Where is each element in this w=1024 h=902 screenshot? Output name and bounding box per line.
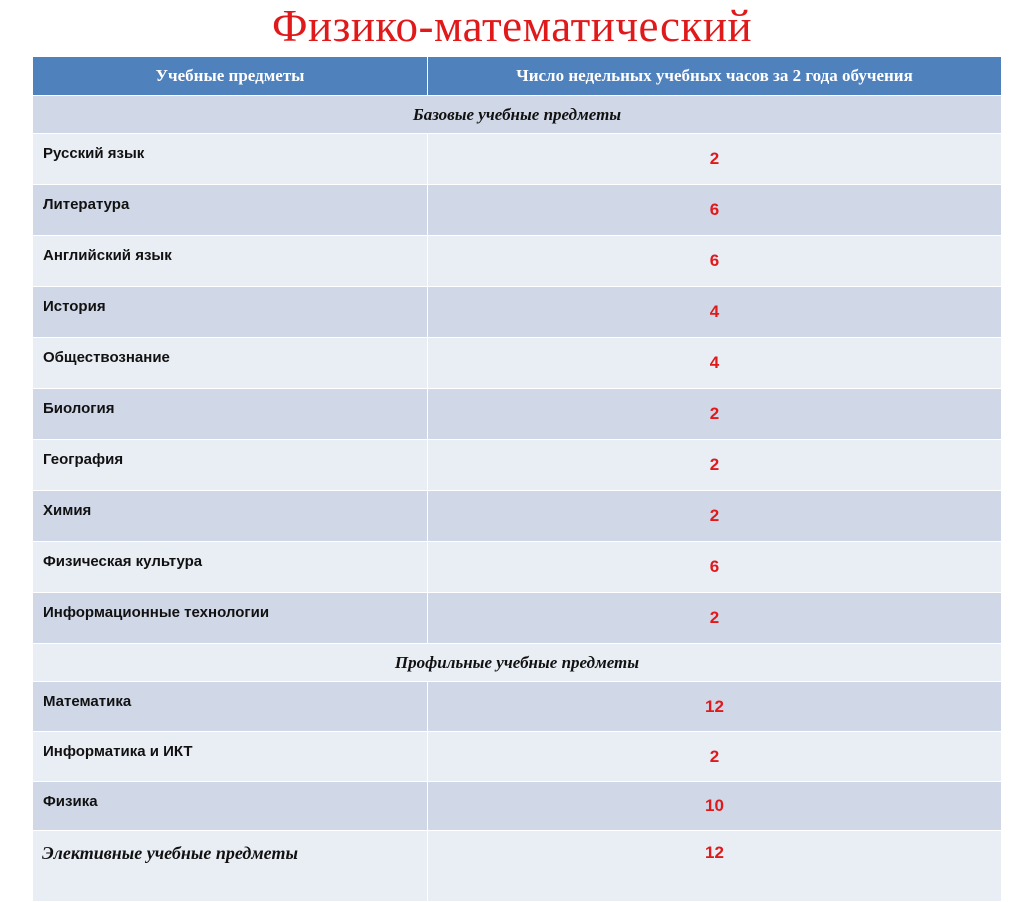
hours-cell: 4 — [428, 338, 1002, 389]
hours-cell: 2 — [428, 732, 1002, 782]
page-title: Физико-математический — [271, 1, 753, 51]
subject-cell: Физика — [33, 782, 428, 831]
hours-cell: 2 — [428, 440, 1002, 491]
section-title-base: Базовые учебные предметы — [33, 96, 1002, 134]
table-row — [33, 185, 1002, 236]
table-row — [33, 236, 1002, 287]
subject-cell: Английский язык — [33, 236, 428, 287]
table-header-row — [33, 57, 1002, 96]
hours-cell: 2 — [428, 593, 1002, 644]
table-row — [33, 782, 1002, 831]
subject-cell: Элективные учебные предметы — [33, 831, 428, 902]
subject-cell: Математика — [33, 682, 428, 732]
section-title-profile: Профильные учебные предметы — [33, 644, 1002, 682]
header-hours: Число недельных учебных часов за 2 года обучения — [428, 57, 1002, 96]
table-row — [33, 542, 1002, 593]
subject-cell: Биология — [33, 389, 428, 440]
hours-cell: 2 — [428, 491, 1002, 542]
hours-cell: 6 — [428, 185, 1002, 236]
table-row — [33, 593, 1002, 644]
curriculum-table — [32, 56, 1002, 902]
subject-cell: Обществознание — [33, 338, 428, 389]
section-row-profile — [33, 644, 1002, 682]
subject-cell: Информатика и ИКТ — [33, 732, 428, 782]
table-row — [33, 732, 1002, 782]
subject-cell: Литература — [33, 185, 428, 236]
table-row — [33, 338, 1002, 389]
table-row — [33, 440, 1002, 491]
hours-cell: 2 — [428, 389, 1002, 440]
hours-cell: 12 — [428, 682, 1002, 732]
table-row — [33, 287, 1002, 338]
subject-cell: География — [33, 440, 428, 491]
table-row — [33, 682, 1002, 732]
table-row — [33, 134, 1002, 185]
table-row — [33, 491, 1002, 542]
hours-cell: 12 — [428, 831, 1002, 902]
subject-cell: Физическая культура — [33, 542, 428, 593]
header-subjects: Учебные предметы — [33, 57, 428, 96]
hours-cell: 2 — [428, 134, 1002, 185]
hours-cell: 6 — [428, 236, 1002, 287]
subject-cell: Информационные технологии — [33, 593, 428, 644]
hours-cell: 6 — [428, 542, 1002, 593]
table-row-elective — [33, 831, 1002, 902]
hours-cell: 10 — [428, 782, 1002, 831]
table-row — [33, 389, 1002, 440]
subject-cell: Химия — [33, 491, 428, 542]
hours-cell: 4 — [428, 287, 1002, 338]
subject-cell: История — [33, 287, 428, 338]
subject-cell: Русский язык — [33, 134, 428, 185]
section-row-base — [33, 96, 1002, 134]
